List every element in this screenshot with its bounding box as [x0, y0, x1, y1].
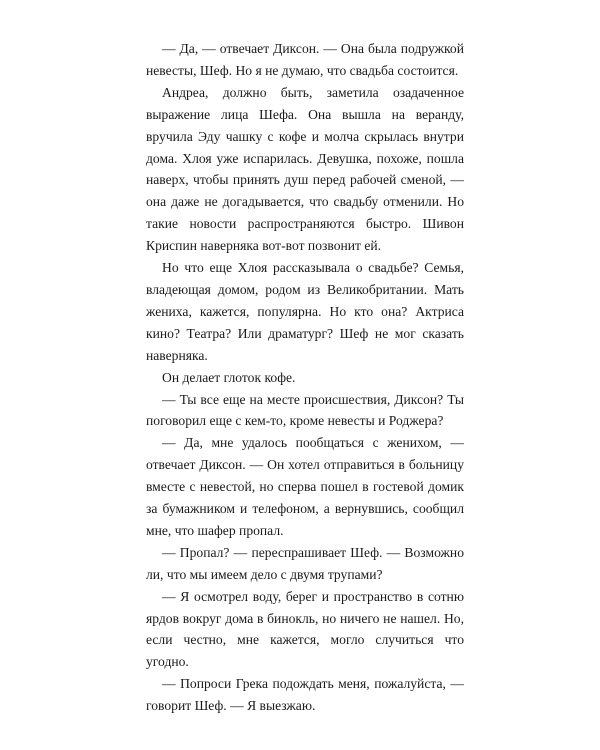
body-text [146, 38, 464, 717]
paragraph: — Да, мне удалось пообщаться с женихом, — отвечает Диксон. — Он хотел отправиться в больницу вместе с невестой, но сперва пошел в гостевой домик за бумажником и телефоном, а вернувшись, сообщил мне, что шафер пропал. [146, 435, 464, 538]
paragraph: — Я осмотрел воду, берег и пространство в сотню ярдов вокруг дома в бинокль, но ничего не нашел. Но, если честно, мне кажется, могло случиться что угодно. [146, 588, 464, 670]
paragraph: Но что еще Хлоя рассказывала о свадьбе? Семья, владеющая домом, родом из Великобритании. Мать жениха, кажется, популярна. Но кто она? Актриса кино? Театра? Или драматург? Шеф не мог сказать наверняка. [146, 260, 464, 363]
paragraph: Он делает глоток кофе. [162, 369, 296, 385]
paragraph: — Попроси Грека подождать меня, пожалуйста, — говорит Шеф. — Я выезжаю. [146, 676, 464, 714]
paragraph: — Ты все еще на месте происшествия, Диксон? Ты поговорил еще с кем-то, кроме невесты и Роджера? [146, 391, 464, 429]
paragraph: — Пропал? — переспрашивает Шеф. — Возможно ли, что мы имеем дело с двумя трупами? [146, 544, 464, 582]
paragraph: — Да, — отвечает Диксон. — Она была подружкой невесты, Шеф. Но я не думаю, что свадьба состоится. [146, 41, 464, 78]
paragraph: Андреа, должно быть, заметила озадаченное выражение лица Шефа. Она вышла на веранду, вручила Эду чашку с кофе и молча скрылась внутри дома. Хлоя уже испарилась. Девушка, похоже, пошла наверх, чтобы принять душ перед рабочей сменой, — она даже не догадывается, что свадьбу отменили. Но такие новости распространяются быстро. Шивон Криспин наверняка вот-вот позвонит ей. [146, 84, 464, 254]
